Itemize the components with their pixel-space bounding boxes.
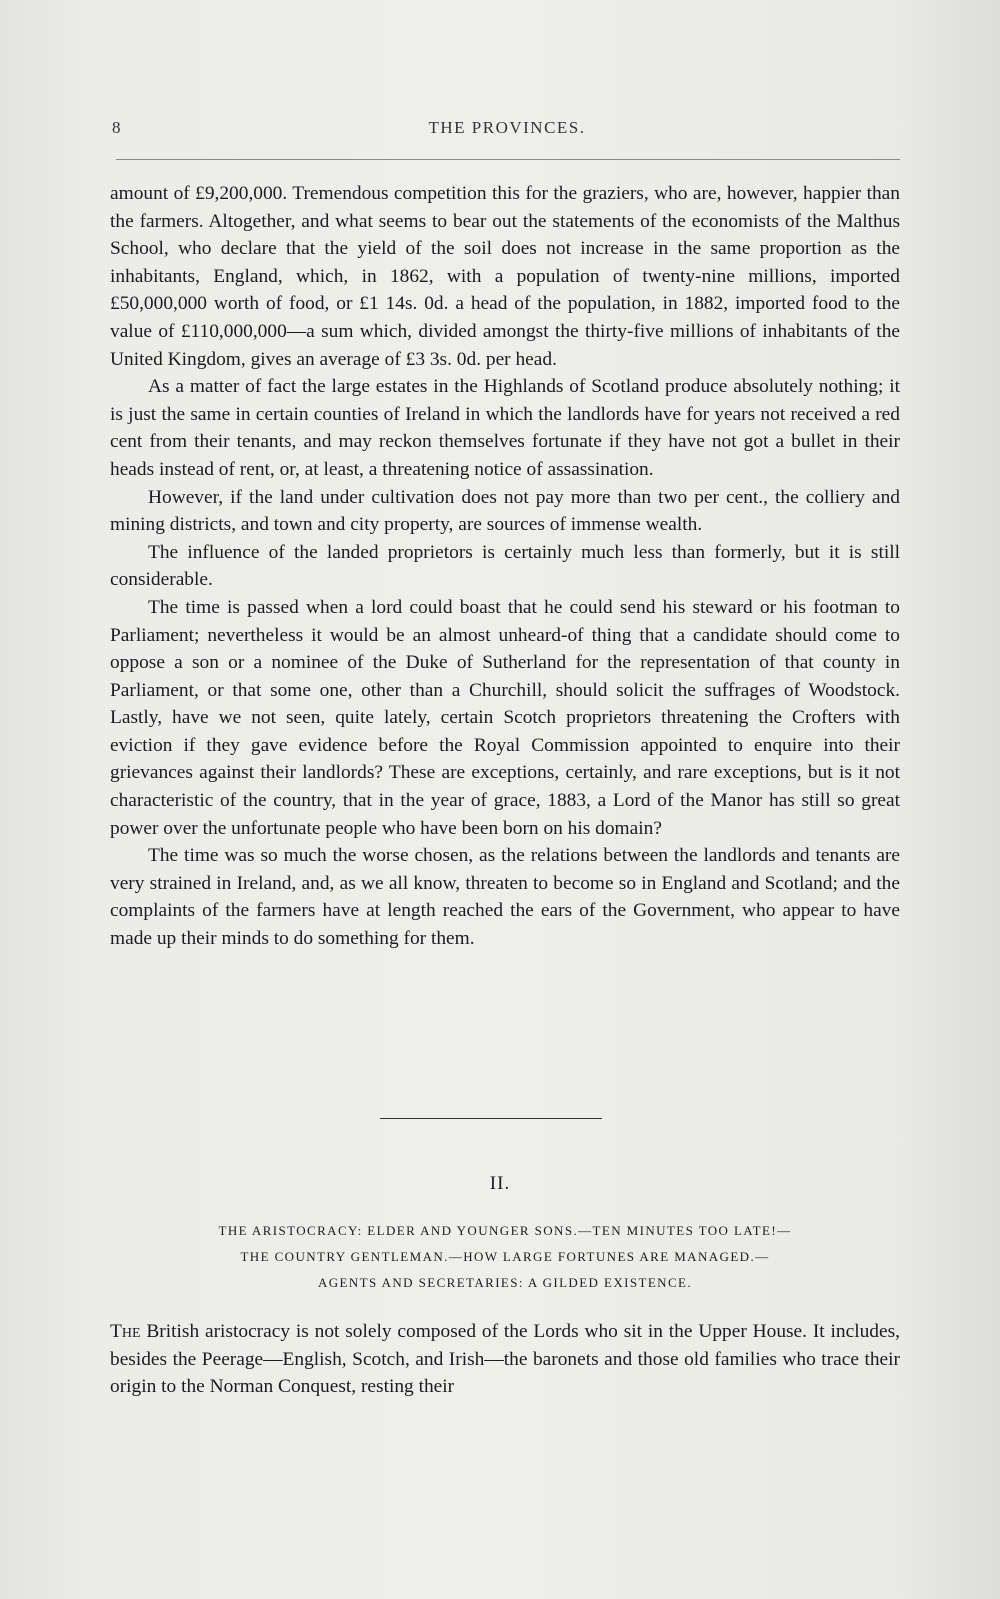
section-opening-paragraph bbox=[110, 1318, 900, 1401]
paragraph-2: As a matter of fact the large estates in the Highlands of Scotland produce absolutely nothing; it is just the same in certain counties of Ireland in which the landlords have for years not received a red cent from their tenants, and may reckon themselves fortunate if they have not got a bullet in their heads instead of rent, or, at least, a threatening notice of assassination. bbox=[110, 376, 900, 480]
page-header bbox=[112, 118, 902, 144]
opening-text: British aristocracy is not solely composed of the Lords who sit in the Upper House. It includes, besides the Peerage—English, Scotch, and Irish—the baronets and those old families who trace their origin to the Norman Conquest, resting their bbox=[110, 1321, 900, 1398]
chapter-summary bbox=[110, 1218, 900, 1296]
paragraph-6: The time was so much the worse chosen, as the relations between the landlords and tenants are very strained in Ireland, and, as we all know, threaten to become so in England and Scotland; and the complaints of the farmers have at length reached the ears of the Government, who appear to have made up their minds to do something for them. bbox=[110, 845, 900, 950]
paragraph-3: However, if the land under cultivation does not pay more than two per cent., the colliery and mining districts, and town and city property, are sources of immense wealth. bbox=[110, 486, 900, 536]
summary-line-2: THE COUNTRY GENTLEMAN.—HOW LARGE FORTUNES ARE MANAGED.— bbox=[240, 1249, 770, 1264]
section-text bbox=[110, 1318, 900, 1401]
running-title: THE PROVINCES. bbox=[428, 118, 586, 137]
main-text bbox=[110, 180, 900, 953]
paragraph-1: amount of £9,200,000. Tremendous competition this for the graziers, who are, however, happier than the farmers. Altogether, and what seems to bear out the statements of the economists of the Malthus School, who declare that the yield of the soil does not increase in the same proportion as the inhabitants, England, which, in 1862, with a population of twenty-nine millions, imported £50,000,000 worth of food, or £1 14s. 0d. a head of the population, in 1882, imported food to the value of £110,000,000—a sum which, divided amongst the thirty-five millions of inhabitants of the United Kingdom, gives an average of £3 3s. 0d. per head. bbox=[110, 183, 900, 370]
opening-word: The bbox=[110, 1321, 141, 1342]
summary-line-3: AGENTS AND SECRETARIES: A GILDED EXISTENCE. bbox=[317, 1275, 693, 1290]
summary-line-1: THE ARISTOCRACY: ELDER AND YOUNGER SONS.—TEN MINUTES TOO LATE!— bbox=[218, 1223, 792, 1238]
header-rule bbox=[116, 159, 900, 160]
paragraph-5: The time is passed when a lord could boast that he could send his steward or his footman to Parliament; nevertheless it would be an almost unheard-of thing that a candidate should come to oppose a son or a nominee of the Duke of Sutherland for the representation of that county in Parliament, or that some one, other than a Churchill, should solicit the suffrages of Woodstock. Lastly, have we not seen, quite lately, certain Scotch proprietors threatening the Crofters with eviction if they gave evidence before the Royal Commission appointed to enquire into their grievances against their landlords? These are exceptions, certainly, and rare exceptions, but is it not characteristic of the country, that in the year of grace, 1883, a Lord of the Manor has still so great power over the unfortunate people who have been born on his domain? bbox=[110, 596, 900, 839]
section-number: II. bbox=[489, 1173, 511, 1194]
section-divider bbox=[380, 1118, 602, 1119]
paragraph-4: The influence of the landed proprietors is certainly much less than formerly, but it is still considerable. bbox=[110, 541, 900, 591]
page-number: 8 bbox=[112, 118, 121, 137]
